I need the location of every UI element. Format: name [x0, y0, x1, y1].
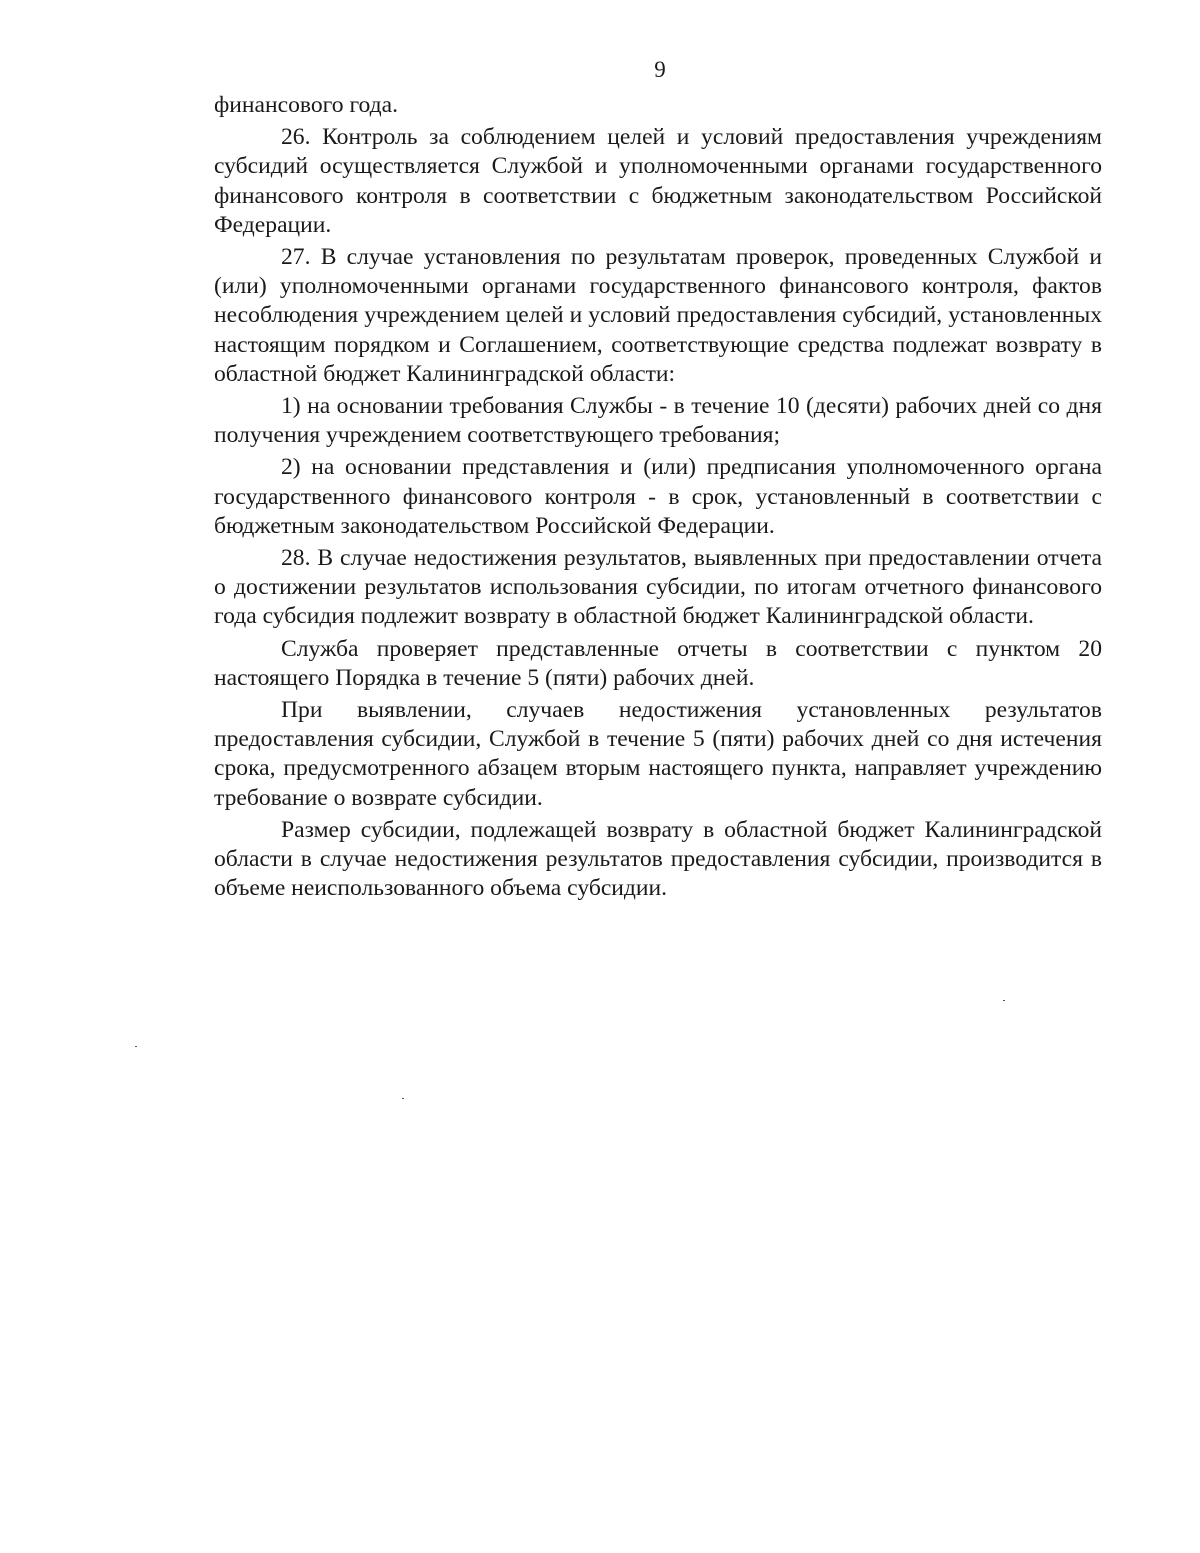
paragraph-28-amount: Размер субсидии, подлежащей возврату в областной бюджет Калининградской области в случае недостижения результатов предоставления субсидии, производится в объеме неиспользованного объема субсидии. — [214, 816, 1102, 902]
paragraph-27-item-1: 1) на основании требования Службы - в течение 10 (десяти) рабочих дней со дня получения учреждением соответствующего требования; — [214, 393, 1102, 449]
paragraph-26: 26. Контроль за соблюдением целей и условий предоставления учреждениям субсидий осуществляется Службой и уполномоченными органами государственного финансового контроля в соответствии с бюджетным законодательством Российской Федерации. — [214, 124, 1102, 238]
paragraph-27-item-2: 2) на основании представления и (или) предписания уполномоченного органа государственного финансового контроля - в срок, установленный в соответствии с бюджетным законодательством Российской Федерации. — [214, 454, 1102, 539]
scan-speck — [135, 1046, 137, 1047]
paragraph-28-detection: При выявлении, случаев недостижения установленных результатов предоставления субсидии, Службой в течение 5 (пяти) рабочих дней со дня истечения срока, предусмотренного абзацем вторым настоящего пункта, направляет учреждению требование о возврате субсидии. — [214, 697, 1102, 811]
paragraph-27: 27. В случае установления по результатам проверок, проведенных Службой и (или) уполномоченными органами государственного финансового контроля, фактов несоблюдения учреждением целей и условий предоставления субсидий, установленных настоящим порядком и Соглашением, соответствующие средства подлежат возврату в областной бюджет Калининградской области: — [214, 244, 1102, 387]
paragraph-28-check: Служба проверяет представленные отчеты в соответствии с пунктом 20 настоящего Порядка в течение 5 (пяти) рабочих дней. — [214, 635, 1102, 691]
paragraph-28: 28. В случае недостижения результатов, выявленных при предоставлении отчета о достижении результатов использования субсидии, по итогам отчетного финансового года субсидия подлежит возврату в областной бюджет Калининградской области. — [214, 545, 1102, 630]
scan-speck — [402, 1098, 404, 1099]
scan-speck — [1003, 1000, 1005, 1001]
document-body — [214, 91, 1102, 906]
page-number: 9 — [654, 57, 666, 82]
paragraph-continuation: финансового года. — [214, 92, 399, 118]
